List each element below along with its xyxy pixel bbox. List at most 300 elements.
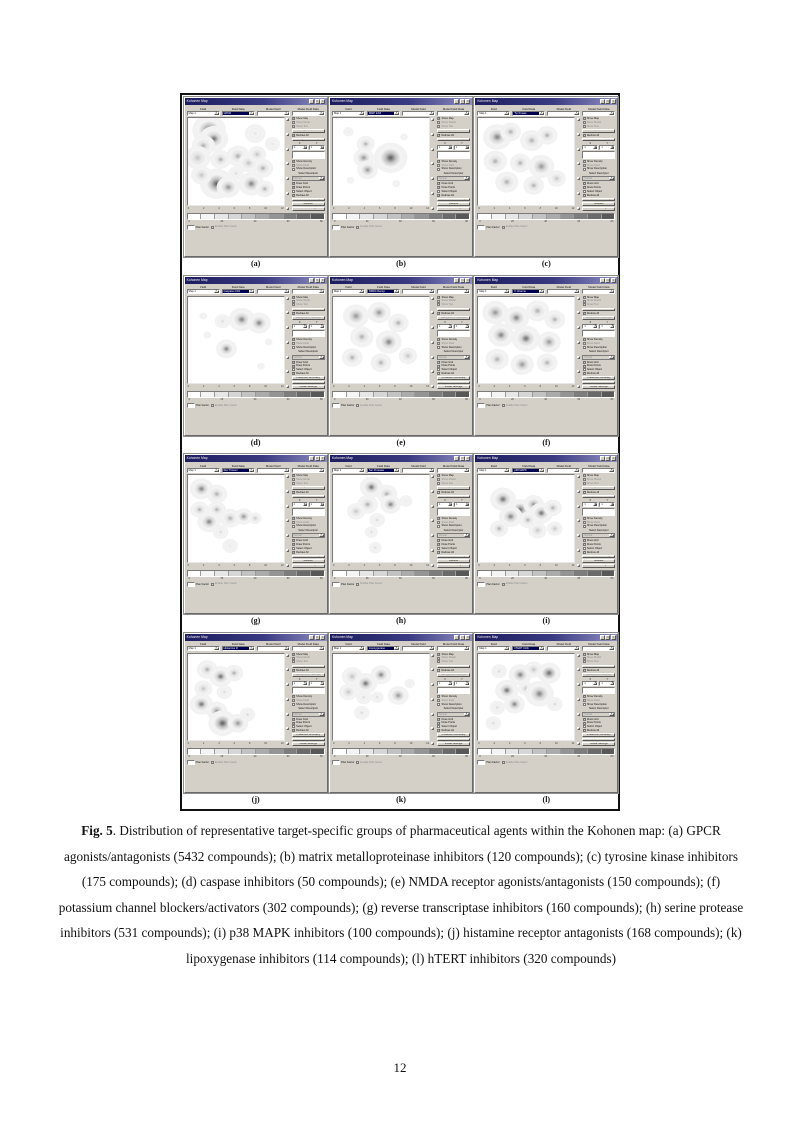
chevron-down-icon[interactable]: ▾ bbox=[320, 110, 322, 114]
checkbox-box[interactable] bbox=[437, 121, 440, 124]
checkbox-redraw-all-2[interactable] bbox=[437, 372, 470, 375]
kohonen-map-window-c[interactable] bbox=[474, 97, 618, 257]
checkbox-show-text[interactable] bbox=[292, 303, 325, 306]
results-button[interactable]: Results bbox=[582, 381, 615, 385]
chevron-down-icon[interactable]: ▾ bbox=[320, 533, 322, 537]
chevron-down-icon[interactable]: ▾ bbox=[506, 467, 508, 471]
checkbox-box[interactable]: ✓ bbox=[292, 337, 295, 342]
background-settings-button[interactable]: Background Settings bbox=[437, 495, 470, 499]
colorbar[interactable] bbox=[332, 213, 470, 220]
scroll-tick[interactable] bbox=[577, 698, 580, 701]
kohonen-map-window-i[interactable] bbox=[474, 454, 618, 614]
checkbox-show-description[interactable] bbox=[583, 703, 616, 706]
checkbox-box[interactable] bbox=[211, 583, 214, 586]
kohonen-map-window-e[interactable] bbox=[329, 276, 473, 436]
minimize-icon[interactable]: _ bbox=[310, 99, 313, 103]
visual-settings-button[interactable]: Visual Settings bbox=[582, 207, 615, 211]
checkbox-box[interactable] bbox=[583, 521, 586, 524]
scroll-tick[interactable] bbox=[431, 549, 434, 552]
map-vertical-scroll[interactable] bbox=[286, 474, 290, 568]
x-spinner[interactable] bbox=[582, 502, 598, 507]
title-bar[interactable] bbox=[475, 455, 617, 462]
put-map-as-picture-button[interactable]: Put Map As a Picture bbox=[437, 665, 470, 669]
y-spinner[interactable] bbox=[454, 681, 470, 686]
checkbox-box[interactable]: ✓ bbox=[583, 489, 586, 494]
checkbox-box[interactable]: ✓ bbox=[292, 132, 295, 137]
chevron-down-icon[interactable]: ▾ bbox=[611, 467, 613, 471]
results-button[interactable]: Results bbox=[582, 559, 615, 563]
checkbox-box[interactable]: ✓ bbox=[437, 132, 441, 137]
minimize-icon[interactable]: _ bbox=[601, 456, 603, 460]
checkbox-show-description[interactable] bbox=[292, 524, 325, 527]
checkbox-redraw-all[interactable] bbox=[583, 134, 616, 137]
checkbox-box[interactable] bbox=[583, 660, 586, 663]
maximize-icon[interactable]: □ bbox=[606, 277, 609, 282]
chevron-down-icon[interactable]: ▾ bbox=[285, 646, 287, 650]
maximize-icon[interactable]: □ bbox=[316, 277, 318, 282]
scroll-tick[interactable] bbox=[286, 326, 289, 329]
background-settings-button[interactable]: Background Settings bbox=[437, 316, 470, 320]
model-field-input[interactable] bbox=[257, 111, 290, 116]
prediction-accuracy-button[interactable]: Prediction Accuracy bbox=[437, 555, 470, 559]
checkbox-box[interactable]: ✓ bbox=[583, 132, 586, 137]
checkbox-show-description[interactable] bbox=[292, 703, 325, 706]
checkbox-box[interactable] bbox=[292, 521, 295, 524]
x-spinner[interactable] bbox=[437, 145, 453, 150]
y-spinner-arrows-icon[interactable]: ⇅ bbox=[611, 145, 614, 149]
kohonen-map-canvas[interactable] bbox=[477, 474, 575, 563]
descriptor-combo[interactable] bbox=[582, 176, 615, 181]
title-bar[interactable] bbox=[475, 634, 617, 641]
checkbox-redraw-all-2[interactable] bbox=[583, 729, 616, 732]
x-spinner[interactable] bbox=[582, 324, 598, 329]
map-vertical-scroll[interactable] bbox=[577, 296, 581, 390]
checkbox-show-text[interactable] bbox=[292, 660, 325, 663]
scroll-tick[interactable] bbox=[577, 133, 580, 136]
scroll-tick[interactable] bbox=[286, 534, 289, 537]
checkbox-box[interactable] bbox=[292, 699, 295, 702]
checkbox-show-description[interactable] bbox=[583, 524, 616, 527]
checkbox-box[interactable] bbox=[583, 125, 586, 128]
scroll-tick[interactable] bbox=[577, 385, 580, 388]
scroll-tick[interactable] bbox=[286, 564, 289, 567]
scroll-tick[interactable] bbox=[577, 519, 580, 522]
scroll-tick[interactable] bbox=[431, 713, 434, 716]
chevron-down-icon[interactable]: ▾ bbox=[395, 289, 398, 293]
checkbox-show-text[interactable] bbox=[437, 125, 470, 128]
field-input[interactable] bbox=[332, 111, 365, 116]
model-field-data-input[interactable] bbox=[437, 468, 470, 473]
checkbox-show-text[interactable] bbox=[292, 482, 325, 485]
plan-factor-spinner[interactable] bbox=[187, 403, 195, 408]
map-vertical-scroll[interactable] bbox=[286, 117, 290, 211]
checkbox-box[interactable] bbox=[437, 657, 440, 660]
checkbox-box[interactable]: ✓ bbox=[292, 371, 295, 376]
title-bar[interactable] bbox=[475, 98, 617, 105]
info-listbox[interactable] bbox=[292, 508, 325, 515]
checkbox-box[interactable]: ✓ bbox=[292, 694, 295, 699]
y-spinner-arrows-icon[interactable]: ⇅ bbox=[465, 145, 468, 149]
checkbox-box[interactable]: ✓ bbox=[437, 359, 441, 364]
checkbox-redraw-all[interactable] bbox=[292, 491, 325, 494]
results-button[interactable]: Results bbox=[292, 381, 325, 385]
scroll-tick[interactable] bbox=[286, 370, 289, 373]
maximize-icon[interactable]: □ bbox=[461, 99, 464, 103]
scroll-tick[interactable] bbox=[577, 311, 580, 314]
chevron-down-icon[interactable]: ▾ bbox=[611, 110, 613, 114]
checkbox-box[interactable]: ✓ bbox=[583, 116, 586, 121]
minimize-icon[interactable]: _ bbox=[310, 634, 313, 639]
scroll-tick[interactable] bbox=[286, 505, 289, 508]
map-vertical-scroll[interactable] bbox=[431, 117, 435, 211]
checkbox-show-description[interactable] bbox=[292, 167, 325, 170]
chevron-down-icon[interactable]: ▾ bbox=[430, 289, 433, 293]
x-spinner-arrows-icon[interactable]: ⇅ bbox=[448, 145, 451, 149]
scroll-tick[interactable] bbox=[431, 177, 434, 180]
plan-factor-spinner[interactable] bbox=[332, 582, 340, 587]
checkbox-box[interactable]: ✓ bbox=[292, 116, 295, 121]
checkbox-redraw-all-2[interactable] bbox=[437, 551, 470, 554]
kohonen-map-window-a[interactable] bbox=[184, 97, 328, 257]
y-spinner-arrows-icon[interactable]: ⇅ bbox=[465, 681, 468, 685]
checkbox-box[interactable]: ✓ bbox=[292, 538, 295, 543]
prediction-accuracy-button[interactable]: Prediction Accuracy bbox=[292, 376, 325, 380]
field-data-input[interactable] bbox=[222, 289, 255, 294]
y-spinner-arrows-icon[interactable]: ⇅ bbox=[465, 324, 468, 328]
colorbar[interactable] bbox=[477, 213, 615, 220]
colorbar[interactable] bbox=[187, 391, 325, 398]
chevron-down-icon[interactable]: ▾ bbox=[215, 289, 217, 293]
kohonen-map-canvas[interactable] bbox=[187, 474, 285, 563]
chevron-down-icon[interactable]: ▾ bbox=[611, 711, 613, 715]
background-settings-button[interactable]: Background Settings bbox=[437, 138, 470, 142]
y-spinner-arrows-icon[interactable]: ⇅ bbox=[320, 324, 323, 328]
checkbox-box[interactable]: ✓ bbox=[583, 668, 586, 673]
checkbox-box[interactable]: ✓ bbox=[583, 181, 586, 186]
checkbox-box[interactable]: ✓ bbox=[292, 363, 295, 368]
info-listbox[interactable] bbox=[292, 330, 325, 337]
scroll-tick[interactable] bbox=[577, 713, 580, 716]
scroll-tick[interactable] bbox=[286, 192, 289, 195]
checkbox-box[interactable]: ✓ bbox=[437, 728, 441, 733]
checkbox-show-text[interactable] bbox=[292, 125, 325, 128]
title-bar[interactable] bbox=[185, 634, 327, 641]
chevron-down-icon[interactable]: ▾ bbox=[541, 110, 543, 114]
x-spinner-arrows-icon[interactable]: ⇅ bbox=[448, 681, 451, 685]
scroll-tick[interactable] bbox=[577, 326, 580, 329]
title-bar[interactable] bbox=[330, 455, 472, 462]
close-icon[interactable]: × bbox=[467, 456, 469, 460]
checkbox-redraw-all-2[interactable] bbox=[292, 551, 325, 554]
checkbox-enable-plan-factor[interactable] bbox=[502, 225, 528, 228]
checkbox-box[interactable]: ✓ bbox=[437, 337, 441, 342]
chevron-down-icon[interactable]: ▾ bbox=[541, 289, 543, 293]
map-vertical-scroll[interactable] bbox=[431, 474, 435, 568]
plan-factor-spinner[interactable] bbox=[477, 760, 485, 765]
checkbox-enable-plan-factor[interactable] bbox=[356, 225, 382, 228]
minimize-icon[interactable]: _ bbox=[455, 99, 458, 103]
field-input[interactable] bbox=[332, 289, 365, 294]
scroll-tick[interactable] bbox=[286, 668, 289, 671]
checkbox-enable-plan-factor[interactable] bbox=[211, 582, 237, 585]
checkbox-box[interactable] bbox=[292, 121, 295, 124]
maximize-icon[interactable]: □ bbox=[316, 456, 318, 460]
scroll-tick[interactable] bbox=[577, 683, 580, 686]
checkbox-box[interactable]: ✓ bbox=[583, 192, 586, 197]
checkbox-box[interactable]: ✓ bbox=[292, 515, 295, 520]
plan-factor-spinner[interactable] bbox=[332, 225, 340, 230]
x-spinner[interactable] bbox=[292, 681, 308, 686]
checkbox-redraw-all[interactable] bbox=[437, 491, 470, 494]
results-button[interactable]: Results bbox=[582, 738, 615, 742]
x-spinner[interactable] bbox=[437, 681, 453, 686]
map-vertical-scroll[interactable] bbox=[431, 296, 435, 390]
checkbox-box[interactable]: ✓ bbox=[583, 294, 586, 299]
descriptor-combo[interactable] bbox=[292, 176, 325, 181]
checkbox-box[interactable]: ✓ bbox=[437, 181, 441, 186]
checkbox-show-description[interactable] bbox=[437, 167, 470, 170]
scroll-tick[interactable] bbox=[577, 162, 580, 165]
descriptor-combo[interactable] bbox=[292, 533, 325, 538]
checkbox-box[interactable] bbox=[437, 168, 440, 171]
checkbox-box[interactable]: ✓ bbox=[437, 294, 441, 299]
kohonen-map-canvas[interactable] bbox=[332, 474, 430, 563]
scroll-tick[interactable] bbox=[577, 297, 580, 300]
model-field-input[interactable] bbox=[402, 468, 435, 473]
model-field-input[interactable] bbox=[402, 111, 435, 116]
info-listbox[interactable] bbox=[582, 151, 615, 158]
checkbox-show-description[interactable] bbox=[292, 346, 325, 349]
checkbox-redraw-all[interactable] bbox=[437, 134, 470, 137]
visual-settings-button[interactable]: Visual Settings bbox=[437, 385, 470, 389]
model-field-input[interactable] bbox=[257, 289, 290, 294]
chevron-down-icon[interactable]: ▾ bbox=[395, 110, 398, 114]
close-icon[interactable]: × bbox=[321, 277, 324, 282]
results-button[interactable]: Results bbox=[437, 559, 470, 563]
scroll-tick[interactable] bbox=[431, 490, 434, 493]
checkbox-box[interactable]: ✓ bbox=[583, 363, 586, 368]
visual-settings-button[interactable]: Visual Settings bbox=[582, 742, 615, 746]
maximize-icon[interactable]: □ bbox=[606, 99, 609, 103]
maximize-icon[interactable]: □ bbox=[606, 634, 609, 639]
scroll-tick[interactable] bbox=[577, 207, 580, 210]
y-spinner[interactable] bbox=[309, 145, 325, 150]
scroll-tick[interactable] bbox=[431, 727, 434, 730]
y-spinner-arrows-icon[interactable]: ⇅ bbox=[611, 324, 614, 328]
y-spinner-arrows-icon[interactable]: ⇅ bbox=[611, 681, 614, 685]
chevron-down-icon[interactable]: ▾ bbox=[541, 646, 543, 650]
checkbox-box[interactable]: ✓ bbox=[583, 694, 586, 699]
checkbox-box[interactable]: ✓ bbox=[292, 720, 295, 725]
chevron-down-icon[interactable]: ▾ bbox=[215, 467, 217, 471]
maximize-icon[interactable]: □ bbox=[461, 456, 464, 460]
chevron-down-icon[interactable]: ▾ bbox=[611, 176, 613, 180]
checkbox-redraw-all-2[interactable] bbox=[292, 729, 325, 732]
visual-settings-button[interactable]: Visual Settings bbox=[582, 385, 615, 389]
checkbox-show-description[interactable] bbox=[583, 167, 616, 170]
checkbox-box[interactable] bbox=[437, 346, 440, 349]
close-icon[interactable]: × bbox=[612, 99, 615, 103]
checkbox-box[interactable]: ✓ bbox=[292, 311, 295, 316]
background-settings-button[interactable]: Background Settings bbox=[292, 673, 325, 677]
descriptor-combo[interactable] bbox=[437, 355, 470, 360]
checkbox-box[interactable]: ✓ bbox=[583, 542, 586, 547]
chevron-down-icon[interactable]: ▾ bbox=[360, 467, 363, 471]
scroll-tick[interactable] bbox=[431, 683, 434, 686]
checkbox-box[interactable] bbox=[292, 300, 295, 303]
checkbox-box[interactable]: ✓ bbox=[437, 694, 441, 699]
scroll-tick[interactable] bbox=[431, 326, 434, 329]
checkbox-enable-plan-factor[interactable] bbox=[502, 404, 528, 407]
colorbar[interactable] bbox=[332, 570, 470, 577]
model-field-data-input[interactable] bbox=[582, 646, 615, 651]
maximize-icon[interactable]: □ bbox=[316, 634, 318, 639]
colorbar[interactable] bbox=[332, 748, 470, 755]
kohonen-map-canvas[interactable] bbox=[477, 117, 575, 206]
checkbox-box[interactable]: ✓ bbox=[437, 371, 441, 376]
minimize-icon[interactable]: _ bbox=[601, 634, 603, 639]
results-button[interactable]: Results bbox=[437, 381, 470, 385]
background-settings-button[interactable]: Background Settings bbox=[582, 316, 615, 320]
field-data-input[interactable] bbox=[222, 468, 255, 473]
checkbox-box[interactable] bbox=[292, 164, 295, 167]
checkbox-box[interactable] bbox=[437, 125, 440, 128]
results-button[interactable]: Results bbox=[582, 202, 615, 206]
prediction-accuracy-button[interactable]: Prediction Accuracy bbox=[582, 198, 615, 202]
prediction-accuracy-button[interactable]: Prediction Accuracy bbox=[582, 376, 615, 380]
checkbox-box[interactable]: ✓ bbox=[292, 192, 295, 197]
checkbox-box[interactable]: ✓ bbox=[437, 720, 441, 725]
checkbox-show-text[interactable] bbox=[583, 125, 616, 128]
scroll-tick[interactable] bbox=[577, 727, 580, 730]
title-bar[interactable] bbox=[475, 277, 617, 284]
checkbox-box[interactable]: ✓ bbox=[437, 192, 441, 197]
chevron-down-icon[interactable]: ▾ bbox=[285, 467, 287, 471]
y-spinner-arrows-icon[interactable]: ⇅ bbox=[320, 502, 323, 506]
checkbox-box[interactable]: ✓ bbox=[437, 158, 441, 163]
scroll-tick[interactable] bbox=[577, 654, 580, 657]
checkbox-box[interactable] bbox=[583, 342, 586, 345]
checkbox-redraw-all-2[interactable] bbox=[583, 551, 616, 554]
info-listbox[interactable] bbox=[292, 151, 325, 158]
prediction-accuracy-button[interactable]: Prediction Accuracy bbox=[582, 733, 615, 737]
prediction-accuracy-button[interactable]: Prediction Accuracy bbox=[437, 198, 470, 202]
checkbox-box[interactable]: ✓ bbox=[583, 651, 586, 656]
kohonen-map-window-k[interactable] bbox=[329, 633, 473, 793]
field-data-input[interactable] bbox=[222, 111, 255, 116]
y-spinner[interactable] bbox=[599, 145, 615, 150]
checkbox-box[interactable]: ✓ bbox=[437, 311, 441, 316]
chevron-down-icon[interactable]: ▾ bbox=[465, 533, 468, 537]
model-field-data-input[interactable] bbox=[582, 289, 615, 294]
checkbox-box[interactable]: ✓ bbox=[437, 473, 441, 478]
chevron-down-icon[interactable]: ▾ bbox=[320, 646, 322, 650]
field-data-input[interactable] bbox=[512, 111, 545, 116]
plan-factor-spinner[interactable] bbox=[187, 582, 195, 587]
field-data-input[interactable] bbox=[512, 289, 545, 294]
scroll-tick[interactable] bbox=[577, 475, 580, 478]
checkbox-box[interactable]: ✓ bbox=[583, 371, 586, 376]
field-data-input[interactable] bbox=[367, 646, 400, 651]
model-field-data-input[interactable] bbox=[292, 468, 325, 473]
model-field-input[interactable] bbox=[402, 646, 435, 651]
field-data-input[interactable] bbox=[512, 468, 545, 473]
chevron-down-icon[interactable]: ▾ bbox=[250, 289, 252, 293]
results-button[interactable]: Results bbox=[292, 202, 325, 206]
info-listbox[interactable] bbox=[437, 330, 470, 337]
x-spinner-arrows-icon[interactable]: ⇅ bbox=[303, 502, 306, 506]
kohonen-map-window-l[interactable] bbox=[474, 633, 618, 793]
minimize-icon[interactable]: _ bbox=[455, 634, 458, 639]
background-settings-button[interactable]: Background Settings bbox=[582, 495, 615, 499]
checkbox-redraw-all[interactable] bbox=[583, 669, 616, 672]
minimize-icon[interactable]: _ bbox=[601, 277, 603, 282]
kohonen-map-window-b[interactable] bbox=[329, 97, 473, 257]
kohonen-map-window-j[interactable] bbox=[184, 633, 328, 793]
field-data-input[interactable] bbox=[367, 111, 400, 116]
checkbox-redraw-all[interactable] bbox=[292, 134, 325, 137]
scroll-tick[interactable] bbox=[286, 297, 289, 300]
plan-factor-spinner[interactable] bbox=[187, 225, 195, 230]
checkbox-box[interactable] bbox=[292, 478, 295, 481]
checkbox-box[interactable] bbox=[583, 164, 586, 167]
y-spinner[interactable] bbox=[309, 502, 325, 507]
checkbox-box[interactable]: ✓ bbox=[292, 359, 295, 364]
background-settings-button[interactable]: Background Settings bbox=[437, 673, 470, 677]
visual-settings-button[interactable]: Visual Settings bbox=[292, 742, 325, 746]
model-field-input[interactable] bbox=[547, 111, 580, 116]
prediction-accuracy-button[interactable]: Prediction Accuracy bbox=[437, 733, 470, 737]
background-settings-button[interactable]: Background Settings bbox=[292, 495, 325, 499]
checkbox-enable-plan-factor[interactable] bbox=[211, 404, 237, 407]
prediction-accuracy-button[interactable]: Prediction Accuracy bbox=[292, 198, 325, 202]
checkbox-show-text[interactable] bbox=[583, 482, 616, 485]
kohonen-map-window-h[interactable] bbox=[329, 454, 473, 614]
checkbox-box[interactable] bbox=[292, 660, 295, 663]
background-settings-button[interactable]: Background Settings bbox=[292, 138, 325, 142]
colorbar[interactable] bbox=[477, 391, 615, 398]
visual-settings-button[interactable]: Visual Settings bbox=[292, 385, 325, 389]
field-data-input[interactable] bbox=[222, 646, 255, 651]
descriptor-combo[interactable] bbox=[437, 712, 470, 717]
scroll-tick[interactable] bbox=[286, 311, 289, 314]
chevron-down-icon[interactable]: ▾ bbox=[215, 110, 217, 114]
checkbox-box[interactable]: ✓ bbox=[292, 489, 295, 494]
info-listbox[interactable] bbox=[292, 687, 325, 694]
field-data-input[interactable] bbox=[367, 289, 400, 294]
put-map-as-picture-button[interactable]: Put Map As a Picture bbox=[292, 129, 325, 133]
chevron-down-icon[interactable]: ▾ bbox=[506, 110, 508, 114]
checkbox-box[interactable]: ✓ bbox=[437, 651, 441, 656]
kohonen-map-canvas[interactable] bbox=[332, 117, 430, 206]
x-spinner-arrows-icon[interactable]: ⇅ bbox=[594, 324, 597, 328]
chevron-down-icon[interactable]: ▾ bbox=[430, 110, 433, 114]
checkbox-enable-plan-factor[interactable] bbox=[211, 761, 237, 764]
background-settings-button[interactable]: Background Settings bbox=[582, 673, 615, 677]
checkbox-box[interactable]: ✓ bbox=[292, 668, 295, 673]
model-field-data-input[interactable] bbox=[582, 468, 615, 473]
checkbox-box[interactable]: ✓ bbox=[292, 473, 295, 478]
checkbox-box[interactable] bbox=[583, 699, 586, 702]
checkbox-box[interactable] bbox=[583, 478, 586, 481]
put-map-as-picture-button[interactable]: Put Map As a Picture bbox=[582, 665, 615, 669]
checkbox-box[interactable] bbox=[583, 657, 586, 660]
x-spinner[interactable] bbox=[292, 502, 308, 507]
y-spinner[interactable] bbox=[454, 324, 470, 329]
put-map-as-picture-button[interactable]: Put Map As a Picture bbox=[292, 665, 325, 669]
scroll-tick[interactable] bbox=[286, 490, 289, 493]
scroll-tick[interactable] bbox=[431, 385, 434, 388]
